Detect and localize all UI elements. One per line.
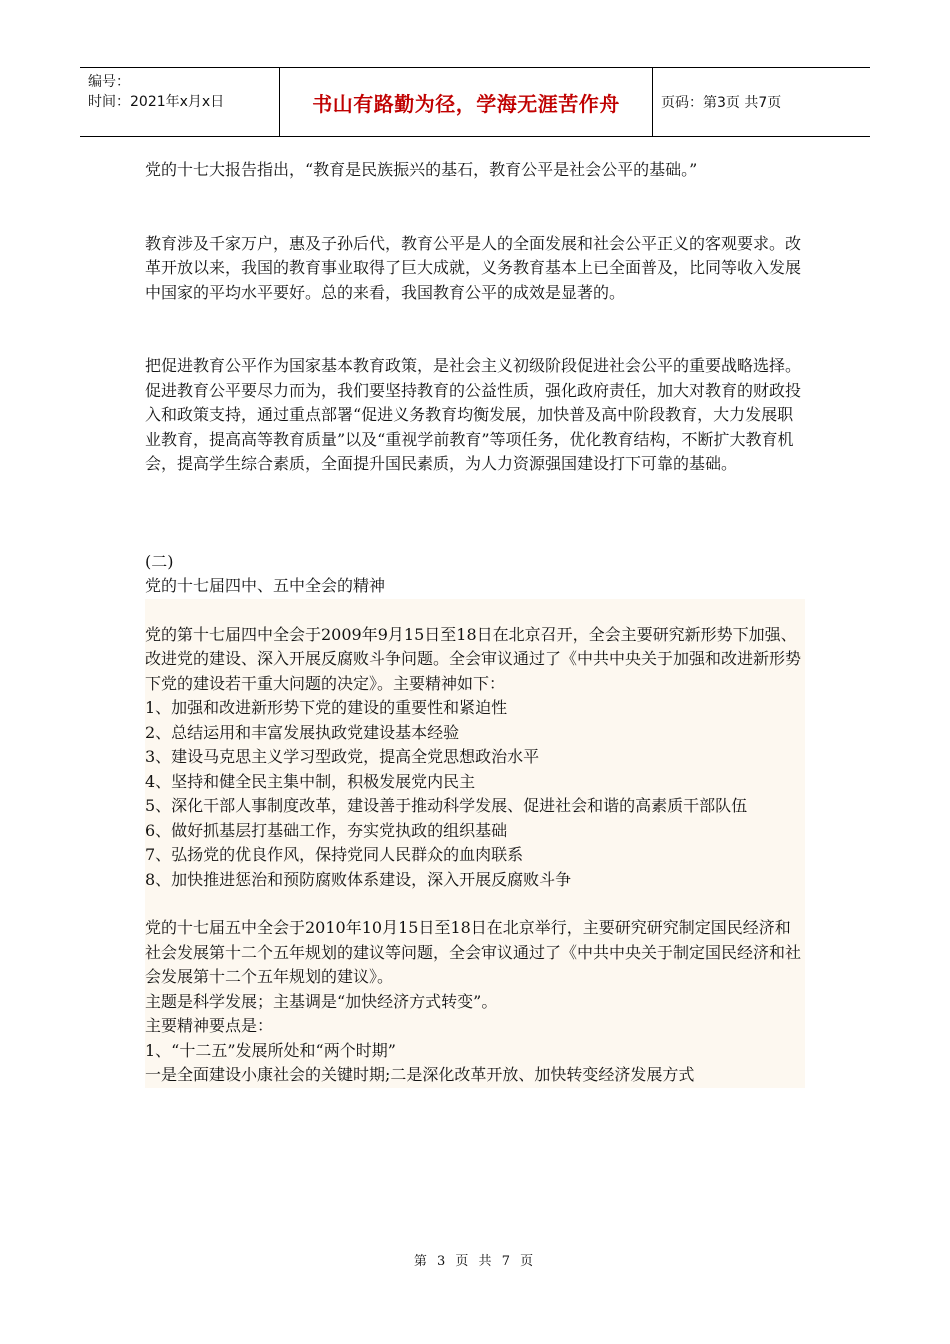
doc-number-label: 编号： [88, 74, 130, 90]
list-item: 1、加强和改进新形势下党的建设的重要性和紧迫性 [145, 698, 508, 717]
page-footer: 第 3 页 共 7 页 [413, 1254, 537, 1269]
list-item: 4、坚持和健全民主集中制，积极发展党内民主 [145, 771, 476, 791]
section-number: (二) [145, 551, 174, 571]
paragraph: 教育涉及千家万户，惠及子孙后代，教育公平是人的全面发展和社会公平正义的客观要求。改革开放以来，我国的教育事业取得了巨大成就，义务教育基本上已全面普及，比同等收入发展中国家的平均水平要好。总的来看，我国教育公平的成效是显著的。 [145, 233, 802, 302]
page-header [80, 67, 870, 137]
list-item: 7、弘扬党的优良作风，保持党同人民群众的血肉联系 [145, 845, 524, 864]
shaded-block [145, 599, 805, 1088]
document-body [145, 158, 805, 1088]
paragraph: 党的十七届五中全会于2010年10月15日至18日在北京举行，主要研究研究制定国民经济和社会发展第十二个五年规划的建议等问题，全会审议通过了《中共中央关于制定国民经济和社会发展第十二个五年规划的建议》。 [145, 918, 802, 986]
doc-date-label: 时间：2021年x月x日 [88, 94, 225, 110]
header-page-label: 页码：第3页 共7页 [661, 95, 782, 111]
paragraph: 一是全面建设小康社会的关键时期;二是深化改革开放、加快转变经济发展方式 [145, 1065, 695, 1084]
section-title: 党的十七届四中、五中全会的精神 [145, 576, 386, 595]
paragraph: 主题是科学发展；主基调是“加快经济方式转变”。 [145, 991, 498, 1011]
header-motto: 书山有路勤为径，学海无涯苦作舟 [280, 68, 653, 136]
paragraph: 1、“十二五”发展所处和“两个时期” [145, 1040, 396, 1060]
list-item: 8、加快推进惩治和预防腐败体系建设，深入开展反腐败斗争 [145, 869, 572, 889]
list-item: 3、建设马克思主义学习型政党，提高全党思想政治水平 [145, 747, 540, 766]
list-item: 6、做好抓基层打基础工作，夯实党执政的组织基础 [145, 820, 508, 840]
paragraph: 党的十七大报告指出，“教育是民族振兴的基石，教育公平是社会公平的基础。” [145, 160, 698, 179]
paragraph: 主要精神要点是： [145, 1016, 274, 1035]
list-item: 2、总结运用和丰富发展执政党建设基本经验 [145, 722, 460, 742]
paragraph: 党的第十七届四中全会于2009年9月15日至18日在北京召开，全会主要研究新形势下加强、改进党的建设、深入开展反腐败斗争问题。全会审议通过了《中共中央关于加强和改进新形势下党的建设若干重大问题的决定》。主要精神如下： [145, 624, 802, 693]
header-meta [80, 68, 280, 136]
list-item: 5、深化干部人事制度改革，建设善于推动科学发展、促进社会和谐的高素质干部队伍 [145, 796, 748, 815]
paragraph: 把促进教育公平作为国家基本教育政策，是社会主义初级阶段促进社会公平的重要战略选择。促进教育公平要尽力而为，我们要坚持教育的公益性质，强化政府责任，加大对教育的财政投入和政策支持，通过重点部署“促进义务教育均衡发展，加快普及高中阶段教育，大力发展职业教育，提高高等教育质量”以及“重视学前教育”等项任务，优化教育结构，不断扩大教育机会，提高学生综合素质，全面提升国民素质，为人力资源强国建设打下可靠的基础。 [145, 356, 802, 473]
